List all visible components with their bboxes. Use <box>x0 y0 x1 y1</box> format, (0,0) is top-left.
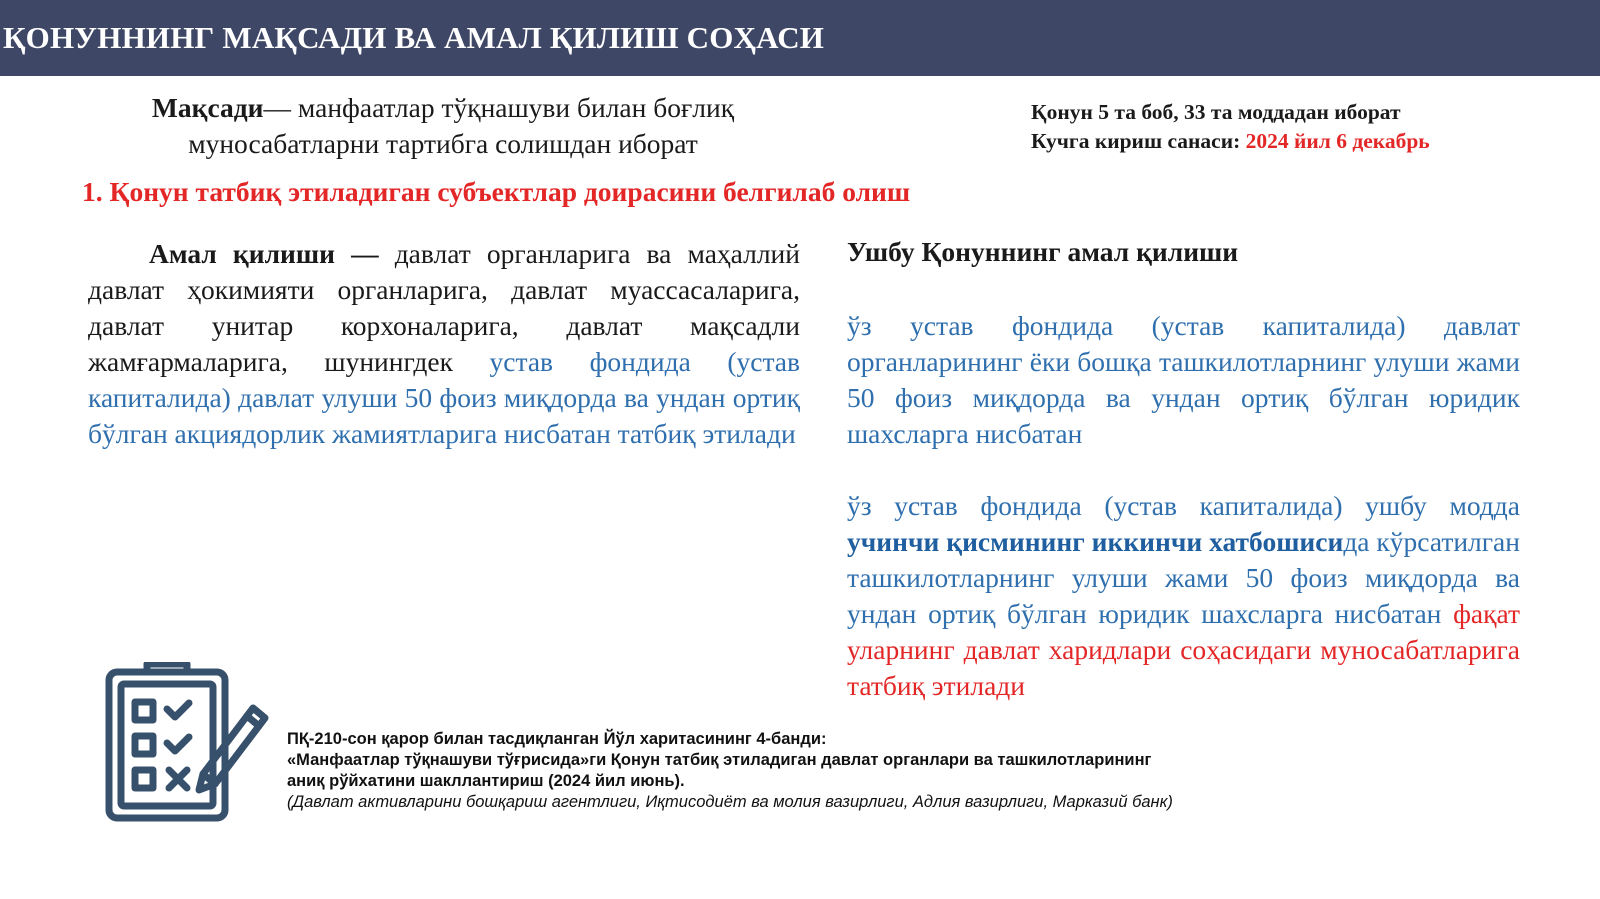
p2-red: фақат уларнинг давлат харидлари соҳасидаги муносабатларига татбиқ этилади <box>847 598 1520 701</box>
law-meta <box>1031 98 1571 156</box>
p2-mid: да кўрсатилган ташкилотларнинг улуши жами 50 фоиз миқдорда ва ундан ортиқ бўлган юридик шахсларга нисбатан <box>847 526 1520 629</box>
goal-statement <box>100 90 786 162</box>
goal-label: Мақсади <box>151 92 264 123</box>
header-bar <box>0 0 1600 76</box>
law-scope-paragraph-1: ўз устав фондида (устав капиталида) давлат органларининг ёки бошқа ташкилотларнинг улуши жами 50 фоиз миқдорда ва ундан ортиқ бўлган юридик шахсларга нисбатан <box>847 310 1520 449</box>
law-scope-title: Ушбу Қонуннинг амал қилиши <box>847 236 1239 267</box>
footnote-line-2: «Манфаатлар тўқнашуви тўғрисида»ги Қонун татбиқ этиладиган давлат органлари ва ташкилотларининг <box>287 751 1152 769</box>
effective-date-line <box>1031 127 1571 156</box>
scope-label: Амал қилиши — <box>149 238 379 269</box>
checklist-clipboard-icon <box>103 662 271 824</box>
scope-text: давлат органларига ва маҳаллий давлат ҳокимияти органларига, давлат муассасаларига, давлат унитар корхоналарига, давлат мақсадли жамғармаларига, шунингдек <box>88 238 800 377</box>
effective-date: 2024 йил 6 декабрь <box>1245 129 1430 153</box>
footnote-line-3: аниқ рўйхатини шакллантириш (2024 йил июнь). <box>287 772 685 790</box>
section-heading: 1. Қонун татбиқ этиладиган субъектлар доирасини белгилаб олиш <box>82 176 911 207</box>
roadmap-footnote <box>287 729 1287 813</box>
effective-label: Кучга кириш санаси: <box>1031 129 1246 153</box>
footnote-line-1: ПҚ-210-сон қарор билан тасдиқланган Йўл харитасининг 4-банди: <box>287 730 827 748</box>
page-title: ҚОНУННИНГ МАҚСАДИ ВА АМАЛ ҚИЛИШ СОҲАСИ <box>3 20 825 55</box>
law-scope-paragraph-2 <box>847 488 1520 704</box>
footnote-line-4: (Давлат активларини бошқариш агентлиги, Иқтисодиёт ва молия вазирлиги, Адлия вазирлиги, Марказий банк) <box>287 793 1173 811</box>
scope-text-highlight: устав фондида (устав капиталида) давлат улуши 50 фоиз миқдорда ва ундан ортиқ бўлган акциядорлик жамиятларига нисбатан татбиқ этилади <box>88 346 800 449</box>
scope-paragraph <box>88 236 800 452</box>
p2-start: ўз устав фондида (устав капиталида) ушбу модда <box>847 490 1520 521</box>
law-structure: Қонун 5 та боб, 33 та моддадан иборат <box>1031 100 1401 124</box>
goal-text: — манфаатлар тўқнашуви билан боғлиқ муносабатларни тартибга солишдан иборат <box>188 92 735 159</box>
p2-bold: учинчи қисмининг иккинчи хатбошиси <box>847 526 1344 557</box>
